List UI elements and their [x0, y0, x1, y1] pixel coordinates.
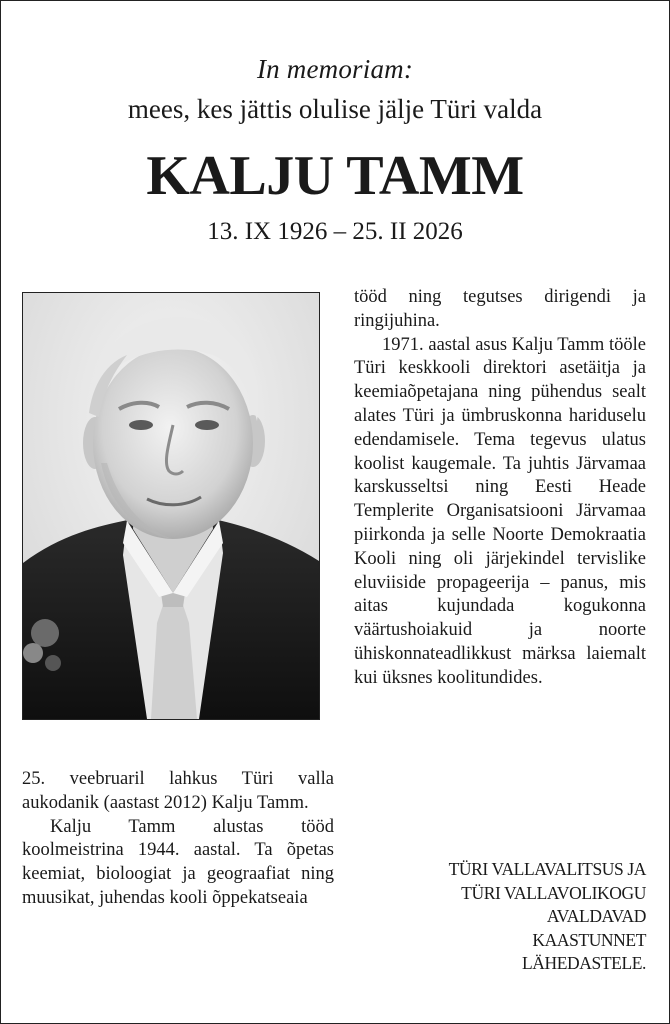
signature-line: TÜRI VALLAVALITSUS JA — [448, 859, 646, 879]
paragraph-2-end: tööd ning tegutses dirigendi ja ringijuhina. — [354, 287, 646, 331]
signature-line: KAASTUNNET — [532, 929, 646, 950]
signature-line: LÄHEDASTELE. — [522, 953, 646, 973]
body-right-column — [354, 286, 646, 691]
paragraph-1: 25. veebruaril lahkus Türi valla aukodanik (aastast 2012) Kalju Tamm. — [22, 769, 334, 813]
signature-line: TÜRI VALLAVOLIKOGU — [461, 882, 646, 903]
paragraph-3: 1971. aastal asus Kalju Tamm tööle Türi keskkooli direktori asetäitja ja keemiaõpetajana ning pühendus sealt alates Türi ja ümbruskonna hariduselu edendamisele. Tema tegevus ulatus koolist kaugemale. Ta juhtis Järvamaa karskusseltsi ning Eesti Heade Templerite Organisatsiooni Järvamaa piirkonda ja selle Noorte Demokraatia Kooli ning oli järjekindel tervislike eluviiside propageerija – panus, mis aitas kujundada kogukonna väärtushoiakuid ja noorte ühiskonnateadlikkust märksa laiemalt kui üksnes koolitundides. — [354, 334, 646, 688]
paragraph-2-start: Kalju Tamm alustas tööd koolmeistrina 1944. aastal. Ta õpetas keemiat, bioloogiat ja geograafiat ning muusikat, juhendas kooli õppekatseaia — [22, 816, 334, 908]
signature-line: AVALDAVAD — [546, 906, 646, 926]
headline: mees, kes jättis olulise jälje Türi valda — [127, 94, 543, 124]
deceased-name: KALJU TAMM — [146, 145, 524, 207]
life-dates: 13. IX 1926 – 25. II 2026 — [207, 218, 463, 245]
body-left-column — [22, 768, 334, 911]
signature-block — [356, 858, 646, 976]
kicker: In memoriam: — [256, 54, 414, 84]
portrait-photo — [22, 292, 320, 720]
